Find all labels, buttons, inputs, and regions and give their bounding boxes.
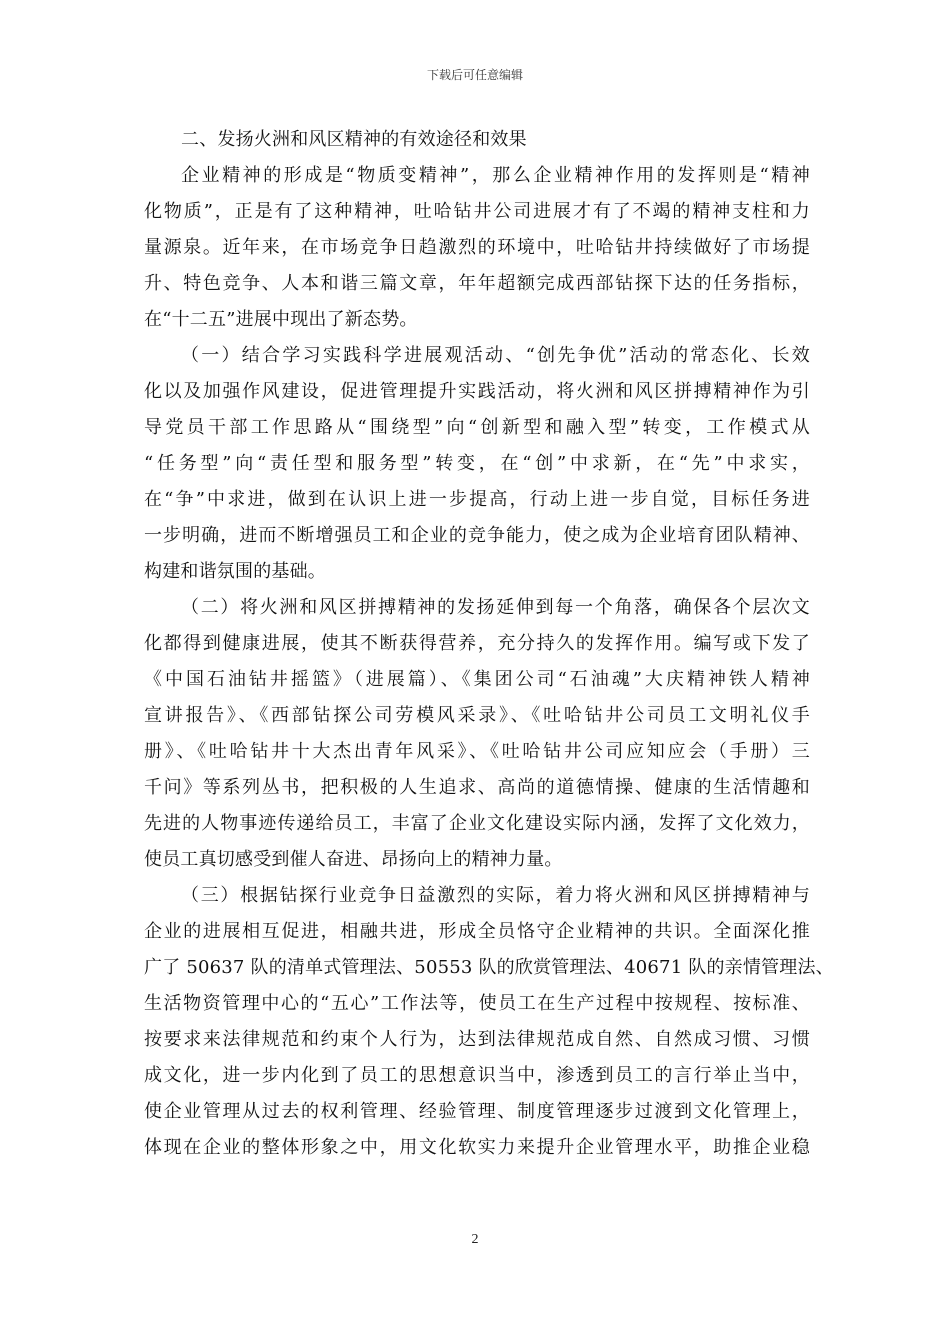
paragraph-line: 体现在企业的整体形象之中，用文化软实力来提升企业管理水平，助推企业稳 bbox=[144, 1137, 810, 1158]
paragraph-line: 宣讲报告》、《西部钻探公司劳模风采录》、《吐哈钻井公司员工文明礼仪手 bbox=[144, 705, 810, 726]
paragraph-line: 在“十二五”进展中现出了新态势。 bbox=[144, 309, 418, 330]
paragraph-line: （一）结合学习实践科学进展观活动、“创先争优”活动的常态化、长效 bbox=[181, 345, 810, 366]
paragraph-line: 使企业管理从过去的权利管理、经验管理、制度管理逐步过渡到文化管理上， bbox=[144, 1101, 810, 1122]
paragraph-line: （二）将火洲和风区拼搏精神的发扬延伸到每一个角落，确保各个层次文 bbox=[181, 597, 810, 618]
page-number: 2 bbox=[471, 1232, 479, 1247]
paragraph-line: 一步明确，进而不断增强员工和企业的竞争能力，使之成为企业培育团队精神、 bbox=[144, 525, 810, 546]
paragraph-line: 企业的进展相互促进，相融共进，形成全员恪守企业精神的共识。全面深化推 bbox=[144, 921, 810, 942]
paragraph-line: 千问》等系列丛书，把积极的人生追求、高尚的道德情操、健康的生活情趣和 bbox=[144, 777, 810, 798]
paragraph-line: 量源泉。近年来，在市场竞争日趋激烈的环境中，吐哈钻井持续做好了市场提 bbox=[144, 237, 810, 258]
paragraph-line: 成文化，进一步内化到了员工的思想意识当中，渗透到员工的言行举止当中， bbox=[144, 1065, 810, 1086]
paragraph-line: 《中国石油钻井摇篮》（进展篇）、《集团公司“石油魂”大庆精神铁人精神 bbox=[144, 669, 810, 690]
paragraph-line: 升、特色竞争、人本和谐三篇文章，年年超额完成西部钻探下达的任务指标， bbox=[144, 273, 810, 294]
paragraph-line: 在“争”中求进，做到在认识上进一步提高，行动上进一步自觉，目标任务进 bbox=[144, 489, 810, 510]
paragraph-line: “任务型”向“责任型和服务型”转变，在“创”中求新，在“先”中求实， bbox=[144, 453, 810, 474]
paragraph-line: 企业精神的形成是“物质变精神”，那么企业精神作用的发挥则是“精神 bbox=[181, 165, 810, 186]
page-header: 下载后可任意编辑 bbox=[426, 68, 523, 82]
paragraph-line: 先进的人物事迹传递给员工，丰富了企业文化建设实际内涵，发挥了文化效力， bbox=[144, 813, 810, 834]
paragraph-line: 生活物资管理中心的“五心”工作法等，使员工在生产过程中按规程、按标准、 bbox=[144, 993, 810, 1014]
paragraph-line: （三）根据钻探行业竞争日益激烈的实际，着力将火洲和风区拼搏精神与 bbox=[181, 885, 810, 906]
paragraph-line: 构建和谐氛围的基础。 bbox=[144, 561, 326, 582]
paragraph-line: 化物质”，正是有了这种精神，吐哈钻井公司进展才有了不竭的精神支柱和力 bbox=[144, 201, 810, 222]
section-heading: 二、发扬火洲和风区精神的有效途径和效果 bbox=[181, 129, 527, 150]
paragraph-line: 册》、《吐哈钻井十大杰出青年风采》、《吐哈钻井公司应知应会（手册）三 bbox=[144, 741, 810, 762]
paragraph-line: 化都得到健康进展，使其不断获得营养，充分持久的发挥作用。编写或下发了 bbox=[144, 633, 810, 654]
paragraph-line: 化以及加强作风建设，促进管理提升实践活动，将火洲和风区拼搏精神作为引 bbox=[144, 381, 810, 402]
document-body bbox=[144, 122, 834, 1166]
paragraph-line: 广了 50637 队的清单式管理法、50553 队的欣赏管理法、40671 队的亲情管理法、 bbox=[144, 957, 834, 978]
paragraph-line: 按要求来法律规范和约束个人行为，达到法律规范成自然、自然成习惯、习惯 bbox=[144, 1029, 810, 1050]
paragraph-line: 使员工真切感受到催人奋进、昂扬向上的精神力量。 bbox=[144, 849, 563, 870]
paragraph-line: 导党员干部工作思路从“围绕型”向“创新型和融入型”转变，工作模式从 bbox=[144, 417, 810, 438]
